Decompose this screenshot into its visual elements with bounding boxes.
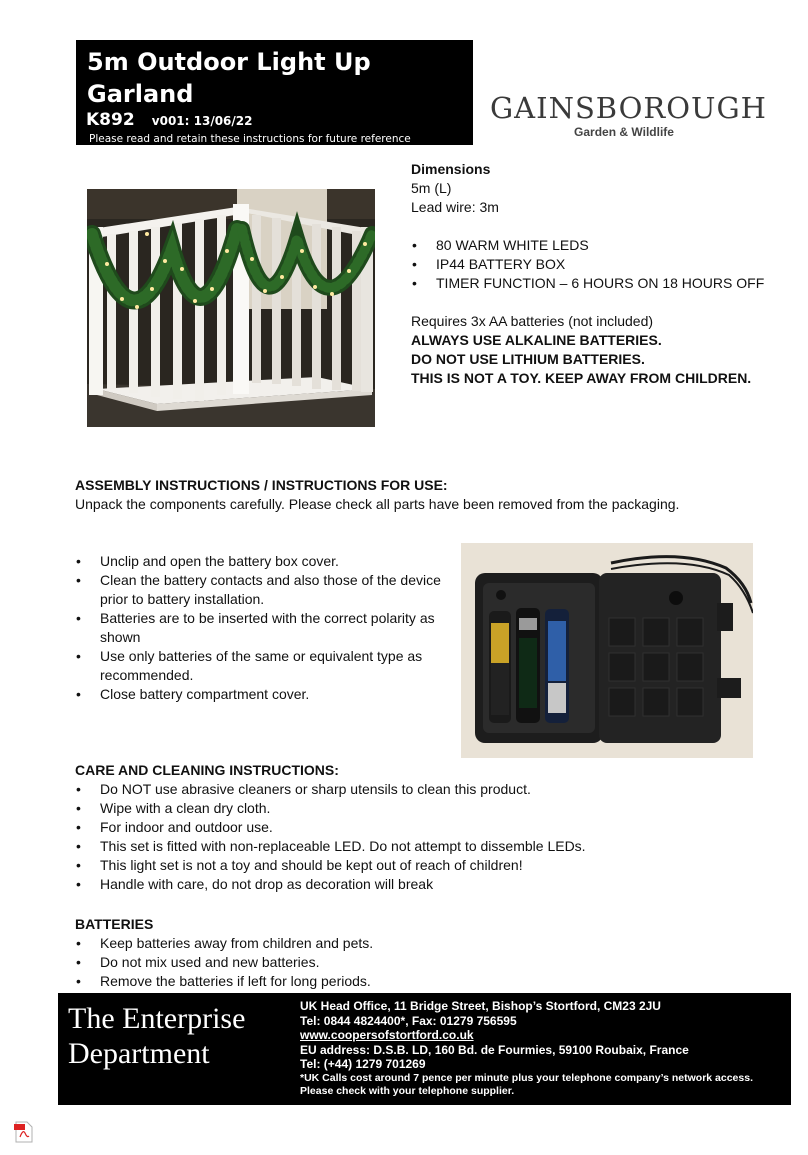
phone-fax: Tel: 0844 4824400*, Fax: 01279 756595 [300, 1013, 517, 1028]
contact-info [300, 999, 788, 1098]
assembly-steps [75, 552, 455, 704]
product-code-line [86, 110, 463, 130]
care-item: • Do NOT use abrasive cleaners or sharp utensils to clean this product. [75, 780, 775, 799]
care-heading: CARE AND CLEANING INSTRUCTIONS: [75, 762, 339, 778]
warning-line: DO NOT USE LITHIUM BATTERIES. [411, 351, 645, 367]
product-code: K892 [86, 110, 135, 130]
garland-product-photo [87, 189, 375, 427]
assembly-step: • Close battery compartment cover. [75, 685, 455, 704]
logo-wordmark: GAINSBOROUGH [490, 91, 767, 125]
warning-line: ALWAYS USE ALKALINE BATTERIES. [411, 332, 662, 348]
gainsborough-logo [490, 91, 767, 146]
care-item: • Handle with care, do not drop as decoration will break [75, 875, 775, 894]
assembly-step: • Batteries are to be inserted with the correct polarity as shown [75, 609, 455, 647]
page-title: 5m Outdoor Light Up Garland [87, 48, 371, 108]
feature-item: • IP44 BATTERY BOX [411, 255, 791, 274]
care-item: • Wipe with a clean dry cloth. [75, 799, 775, 818]
call-cost-note: *UK Calls cost around 7 pence per minute plus your telephone company’s network access. [300, 1071, 753, 1084]
battery-item: • Do not mix used and new batteries. [75, 953, 775, 972]
supplier-note: Please check with your telephone supplier. [300, 1084, 515, 1097]
battery-item: • Remove the batteries if left for long periods. [75, 972, 775, 991]
feature-item: • 80 WARM WHITE LEDS [411, 236, 791, 255]
lead-wire-length: Lead wire: 3m [411, 199, 499, 215]
battery-box-photo [461, 543, 753, 758]
header-box [76, 40, 473, 145]
assembly-step: • Clean the battery contacts and also those of the device prior to battery installation. [75, 571, 455, 609]
assembly-heading: ASSEMBLY INSTRUCTIONS / INSTRUCTIONS FOR USE: [75, 477, 448, 493]
head-office-address: UK Head Office, 11 Bridge Street, Bishop’s Stortford, CM23 2JU [300, 999, 661, 1013]
version-date: v001: 13/06/22 [151, 114, 253, 128]
assembly-step: • Use only batteries of the same or equivalent type as recommended. [75, 647, 455, 685]
footer [58, 993, 791, 1105]
batteries-heading: BATTERIES [75, 916, 154, 932]
dimension-length: 5m (L) [411, 180, 452, 196]
battery-requirement: Requires 3x AA batteries (not included) [411, 313, 654, 329]
feature-item: • TIMER FUNCTION – 6 HOURS ON 18 HOURS OFF [411, 274, 791, 293]
website-link[interactable]: www.coopersofstortford.co.uk [300, 1028, 474, 1042]
pdf-icon [14, 1121, 34, 1143]
care-item: • This set is fitted with non-replaceable LED. Do not attempt to dissemble LEDs. [75, 837, 775, 856]
feature-list [411, 236, 791, 293]
care-items [75, 780, 775, 894]
dimensions-heading: Dimensions [411, 161, 491, 177]
eu-phone: Tel: (+44) 1279 701269 [300, 1057, 426, 1071]
department-line: The Enterprise [68, 1002, 246, 1035]
care-item: • This light set is not a toy and should be kept out of reach of children! [75, 856, 775, 875]
logo-tagline: Garden & Wildlife [574, 125, 674, 139]
retain-note: Please read and retain these instructions for future reference [89, 133, 411, 145]
assembly-intro: Unpack the components carefully. Please check all parts have been removed from the packaging. [75, 496, 680, 512]
eu-address: EU address: D.S.B. LD, 160 Bd. de Fourmies, 59100 Roubaix, France [300, 1042, 689, 1057]
department-name [68, 1001, 245, 1071]
assembly-step: • Unclip and open the battery box cover. [75, 552, 455, 571]
warning-line: THIS IS NOT A TOY. KEEP AWAY FROM CHILDREN. [411, 370, 752, 386]
battery-items [75, 934, 775, 991]
battery-item: • Keep batteries away from children and pets. [75, 934, 775, 953]
specifications [411, 160, 791, 388]
care-item: • For indoor and outdoor use. [75, 818, 775, 837]
department-line: Department [68, 1037, 210, 1070]
